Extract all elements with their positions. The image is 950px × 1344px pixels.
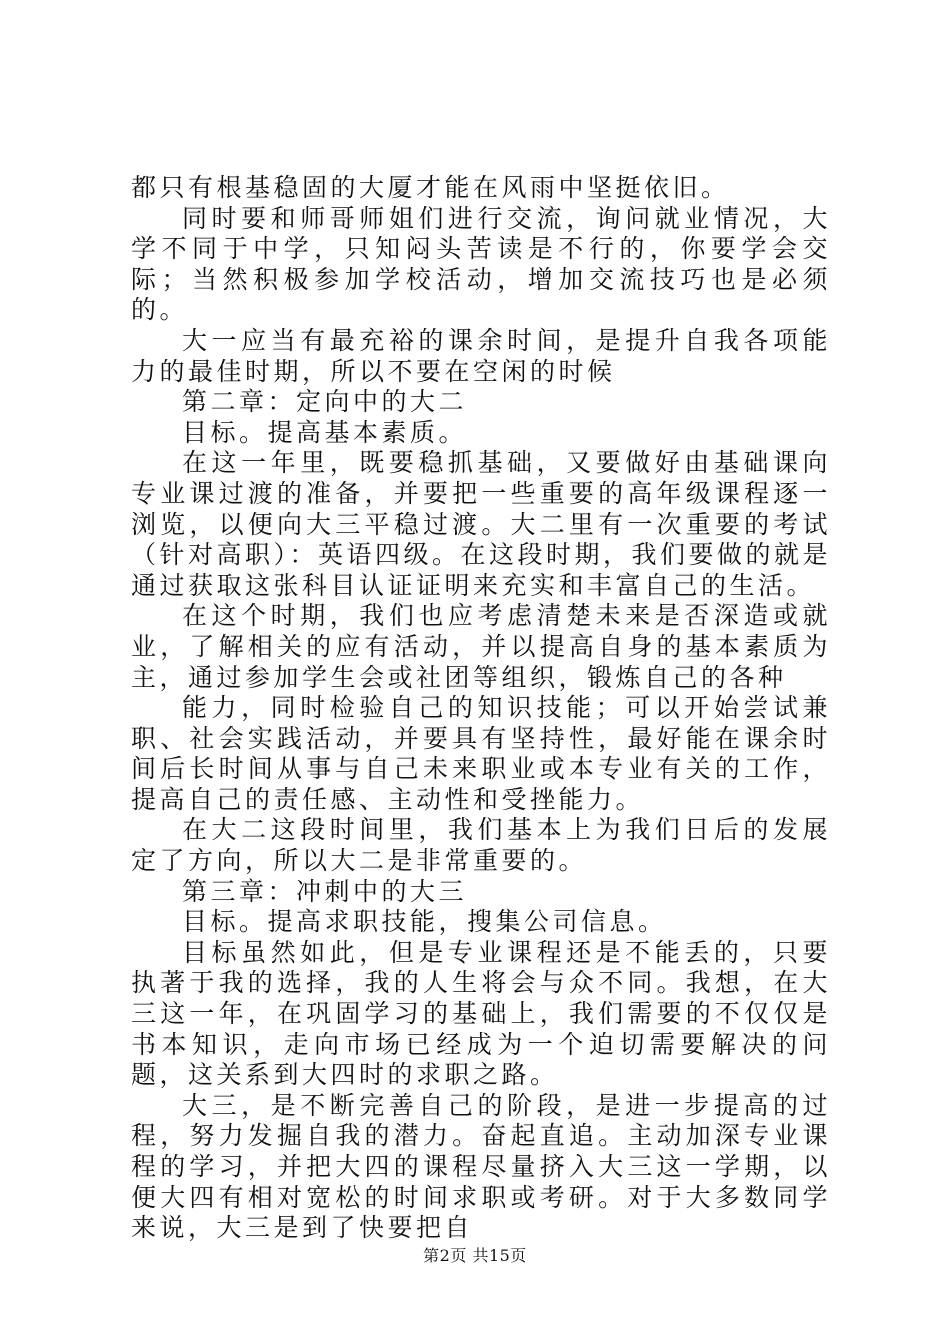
paragraph: 同时要和师哥师姐们进行交流，询问就业情况，大学不同于中学，只知闷头苦读是不行的，你要学会交际；当然积极参加学校活动，增加交流技巧也是必须的。 [131,203,831,325]
document-body [131,173,831,1244]
paragraph: 在这一年里，既要稳抓基础，又要做好由基础课向专业课过渡的准备，并要把一些重要的高年级课程逐一浏览，以便向大三平稳过渡。大二里有一次重要的考试（针对高职）：英语四级。在这段时期，我们要做的就是通过获取这张科目认证证明来充实和丰富自己的生活。 [131,448,832,600]
page-number-footer: 第2页 共15页 [423,1246,527,1265]
chapter-heading: 第二章：定向中的大二 [182,387,468,417]
paragraph: 目标虽然如此，但是专业课程还是不能丢的，只要执著于我的选择，我的人生将会与众不同。我想，在大三这一年，在巩固学习的基础上，我们需要的不仅仅是书本知识，走向市场已经成为一个迫切需要解决的问题，这关系到大四时的求职之路。 [131,937,831,1090]
paragraph: 在大二这段时间里，我们基本上为我们日后的发展定了方向，所以大二是非常重要的。 [131,815,831,876]
paragraph: 目标。提高基本素质。 [182,417,468,447]
paragraph: 目标。提高求职技能，搜集公司信息。 [182,907,667,937]
paragraph: 在这个时期，我们也应考虑清楚未来是否深造或就业，了解相关的应有活动，并以提高自身的基本素质为主，通过参加学生会或社团等组织，锻炼自己的各种 [131,601,831,692]
paragraph: 大一应当有最充裕的课余时间，是提升自我各项能力的最佳时期，所以不要在空闲的时候 [131,325,831,386]
chapter-heading: 第三章：冲刺中的大三 [182,876,468,906]
paragraph: 都只有根基稳固的大厦才能在风雨中坚挺依旧。 [131,173,730,202]
paragraph: 大三，是不断完善自己的阶段，是进一步提高的过程，努力发掘自我的潜力。奋起直追。主动加深专业课程的学习，并把大四的课程尽量挤入大三这一学期，以便大四有相对宽松的时间求职或考研。对于大多数同学来说，大三是到了快要把自 [131,1090,831,1243]
paragraph: 能力，同时检验自己的知识技能；可以开始尝试兼职、社会实践活动，并要具有坚持性，最好能在课余时间后长时间从事与自己未来职业或本专业有关的工作，提高自己的责任感、主动性和受挫能力。 [131,693,831,814]
